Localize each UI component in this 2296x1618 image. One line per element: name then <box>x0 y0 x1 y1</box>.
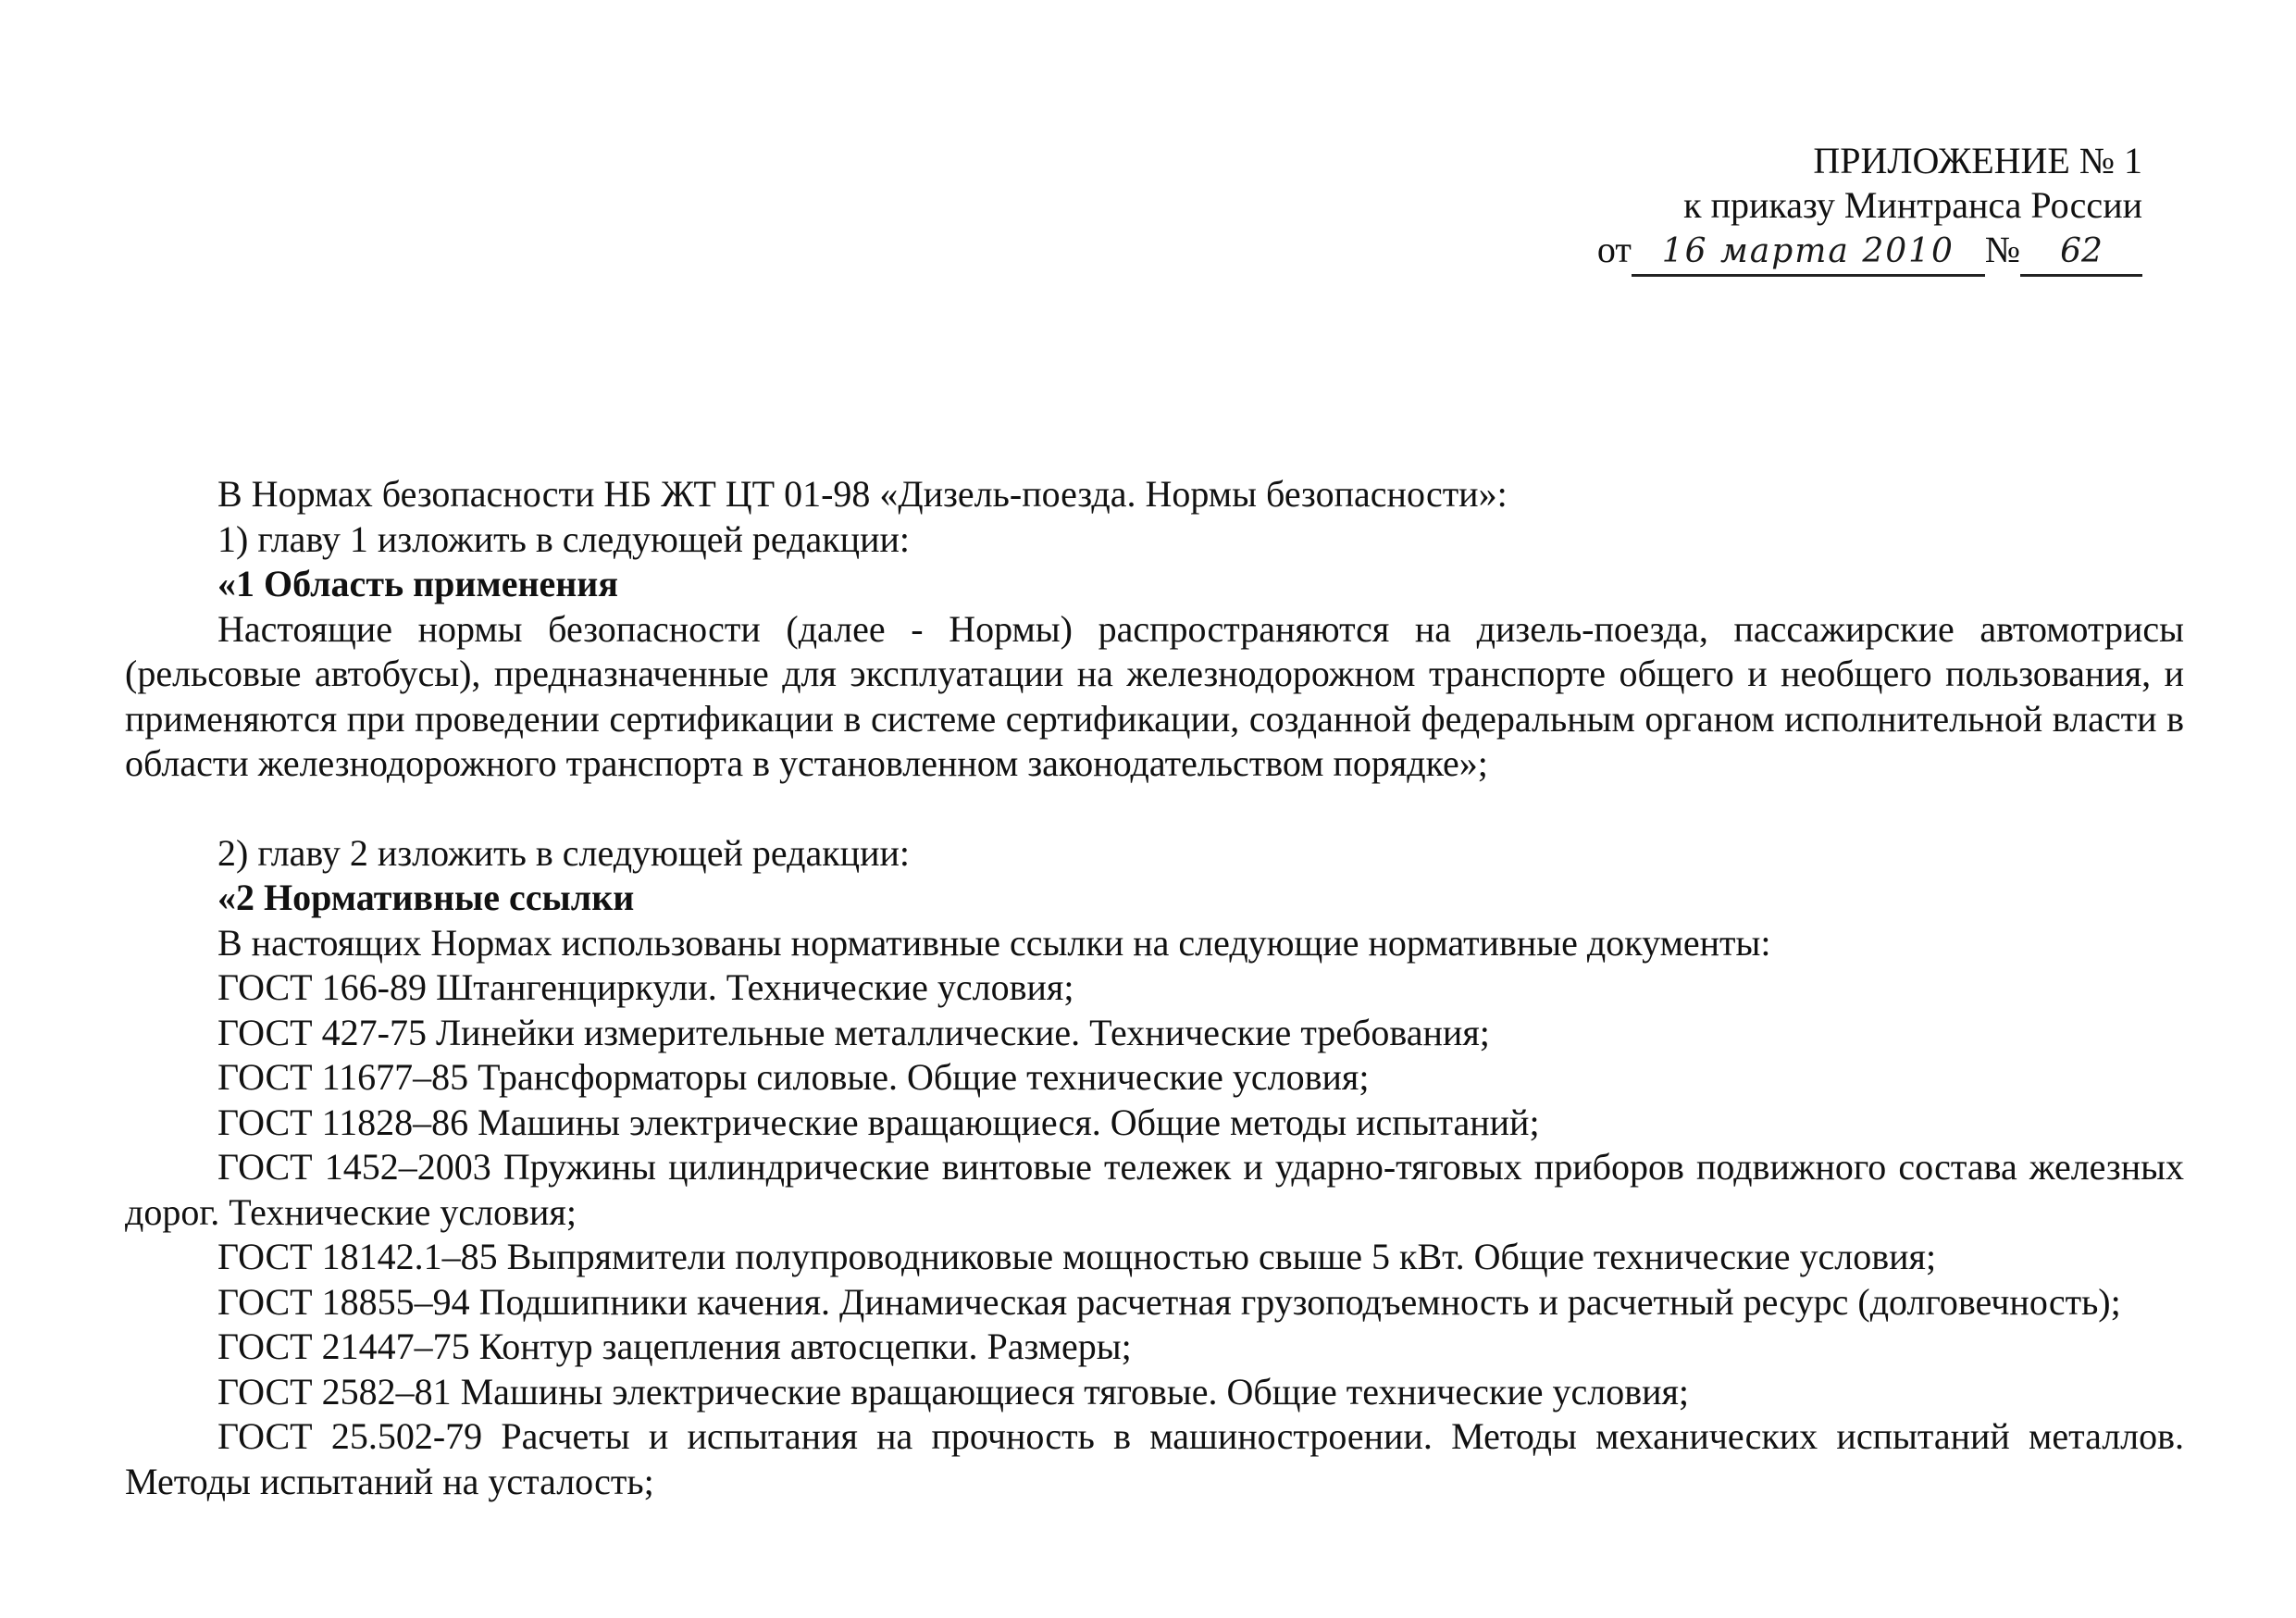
reference-item: ГОСТ 18855–94 Подшипники качения. Динамическая расчетная грузоподъемность и расчетный ресурс (долговечность); <box>217 1280 2121 1323</box>
reference-item: ГОСТ 11828–86 Машины электрические вращающиеся. Общие методы испытаний; <box>217 1101 1540 1143</box>
reference-item: ГОСТ 21447–75 Контур зацепления автосцепки. Размеры; <box>217 1326 1132 1367</box>
number-label: № <box>1984 229 2020 270</box>
reference-item: ГОСТ 18142.1–85 Выпрямители полупроводниковые мощностью свыше 5 кВт. Общие технические условия; <box>217 1236 1937 1277</box>
paragraph-spacer <box>125 787 2184 831</box>
chapter-1-title: «1 Область применения <box>217 563 618 604</box>
document-body <box>125 472 2184 1504</box>
order-date-line <box>1495 228 2142 277</box>
chapter-2-intro: В настоящих Нормах использованы нормативные ссылки на следующие нормативные документы: <box>217 921 1771 964</box>
appendix-header <box>1495 139 2142 277</box>
order-reference: к приказу Минтранса России <box>1683 184 2142 226</box>
reference-item: ГОСТ 427-75 Линейки измерительные металлические. Технические требования; <box>217 1011 1490 1053</box>
item-1: 1) главу 1 изложить в следующей редакции: <box>217 517 910 560</box>
from-label: от <box>1596 229 1632 270</box>
handwritten-number: 62 <box>2020 230 2142 277</box>
reference-item: ГОСТ 166-89 Штангенциркули. Технические условия; <box>217 966 1074 1008</box>
intro-paragraph: В Нормах безопасности НБ ЖТ ЦТ 01-98 «Дизель-поезда. Нормы безопасности»: <box>217 473 1508 515</box>
chapter-2-title: «2 Нормативные ссылки <box>217 877 635 918</box>
reference-item: ГОСТ 11677–85 Трансформаторы силовые. Общие технические условия; <box>217 1056 1370 1098</box>
reference-item: ГОСТ 25.502-79 Расчеты и испытания на прочность в машиностроении. Методы механических испытаний металлов. Методы испытаний на усталость; <box>125 1415 2184 1502</box>
handwritten-date: 16 марта 2010 <box>1632 230 1985 277</box>
chapter-1-text: Настоящие нормы безопасности (далее - Нормы) распространяются на дизель-поезда, пассажирские автомотрисы (рельсовые автобусы), предназначенные для эксплуатации на железнодорожном транспорте общего и необщего пользования, и применяются при проведении сертификации в системе сертификации, созданной федеральным органом исполнительной власти в области железнодорожного транспорта в установленном законодательством порядке»; <box>125 607 2184 784</box>
reference-item: ГОСТ 2582–81 Машины электрические вращающиеся тяговые. Общие технические условия; <box>217 1370 1689 1413</box>
reference-item: ГОСТ 1452–2003 Пружины цилиндрические винтовые тележек и ударно-тяговых приборов подвижного состава железных дорог. Технические условия; <box>125 1146 2184 1233</box>
item-2: 2) главу 2 изложить в следующей редакции: <box>217 831 910 874</box>
appendix-title: ПРИЛОЖЕНИЕ № 1 <box>1813 140 2142 181</box>
